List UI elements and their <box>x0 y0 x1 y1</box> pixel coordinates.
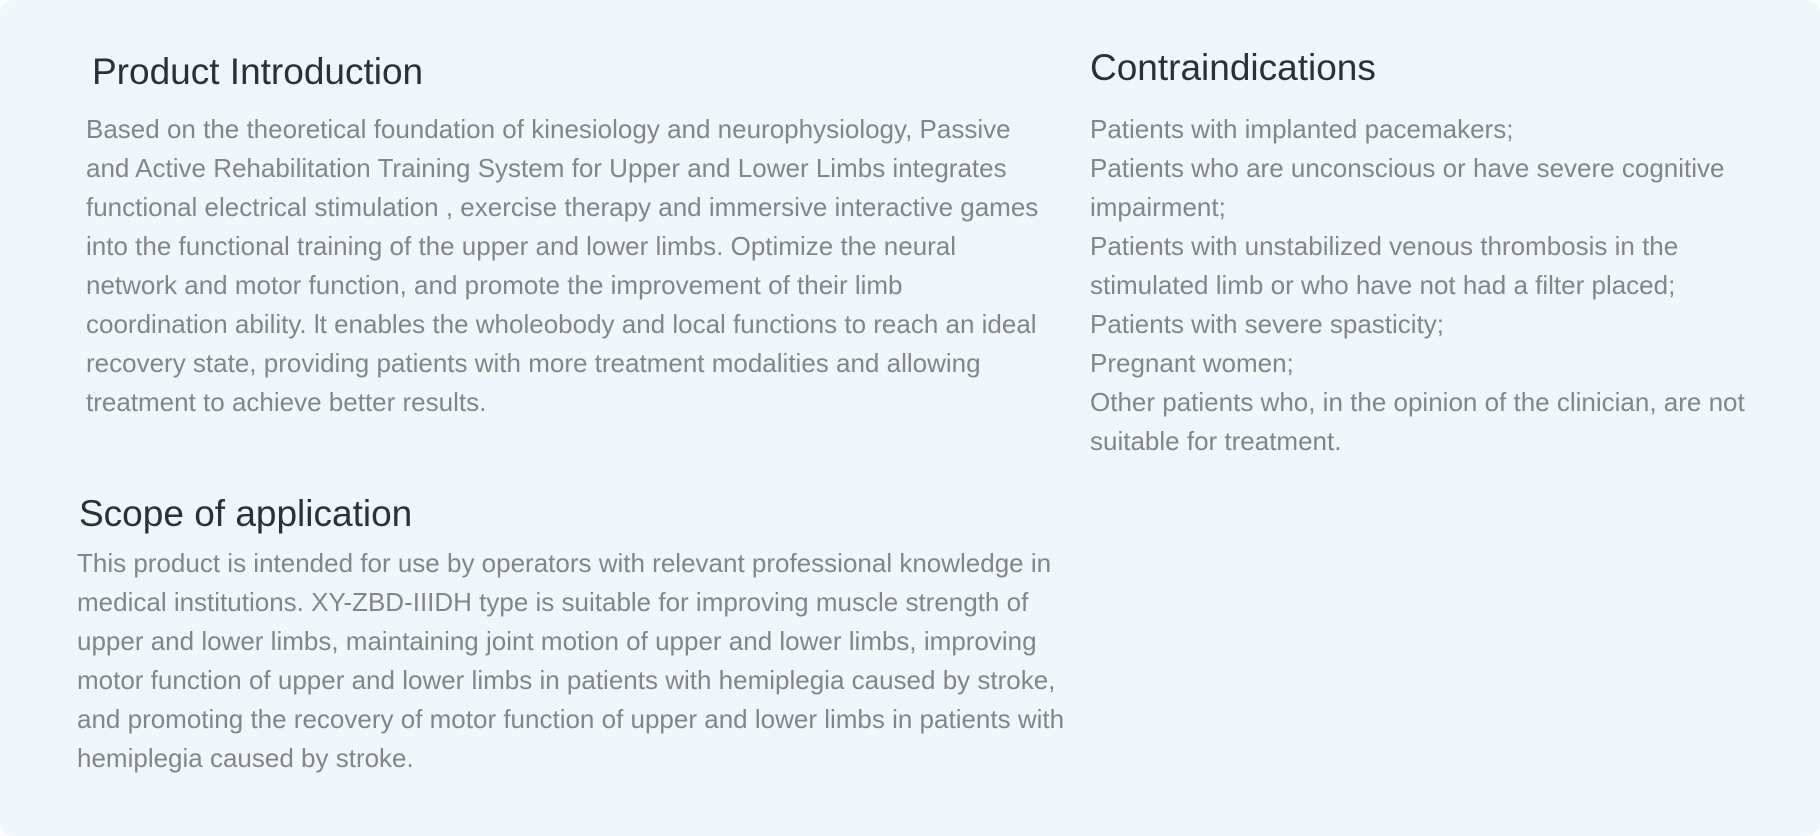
contraindication-item: Other patients who, in the opinion of the clinician, are not suitable for treatment. <box>1090 387 1745 456</box>
product-introduction-heading: Product Introduction <box>92 51 424 92</box>
contraindications-heading: Contraindications <box>1090 47 1376 88</box>
contraindication-item: Patients with implanted pacemakers; <box>1090 114 1514 144</box>
scope-of-application-heading: Scope of application <box>79 493 413 534</box>
contraindication-item: Pregnant women; <box>1090 348 1294 378</box>
contraindication-item: Patients who are unconscious or have severe cognitive impairment; <box>1090 153 1725 222</box>
contraindication-item: Patients with unstabilized venous thrombosis in the stimulated limb or who have not had a filter placed; <box>1090 231 1679 300</box>
scope-of-application-text: This product is intended for use by operators with relevant professional knowledge in medical institutions. XY-ZBD-IIIDH type is suitable for improving muscle strength of upper and lower limbs, maintaining joint motion of upper and lower limbs, improving motor function of upper and lower limbs in patients with hemiplegia caused by stroke, and promoting the recovery of motor function of upper and lower limbs in patients with hemiplegia caused by stroke. <box>77 548 1065 773</box>
contraindications-list <box>1090 110 1790 461</box>
product-introduction-text: Based on the theoretical foundation of kinesiology and neurophysiology, Passive and Active Rehabilitation Training System for Upper and Lower Limbs integrates functional electrical stimulation , exercise therapy and immersive interactive games into the functional training of the upper and lower limbs. Optimize the neural network and motor function, and promote the improvement of their limb coordination ability. lt enables the wholeobody and local functions to reach an ideal recovery state, providing patients with more treatment modalities and allowing treatment to achieve better results. <box>86 114 1039 417</box>
contraindication-item: Patients with severe spasticity; <box>1090 309 1445 339</box>
